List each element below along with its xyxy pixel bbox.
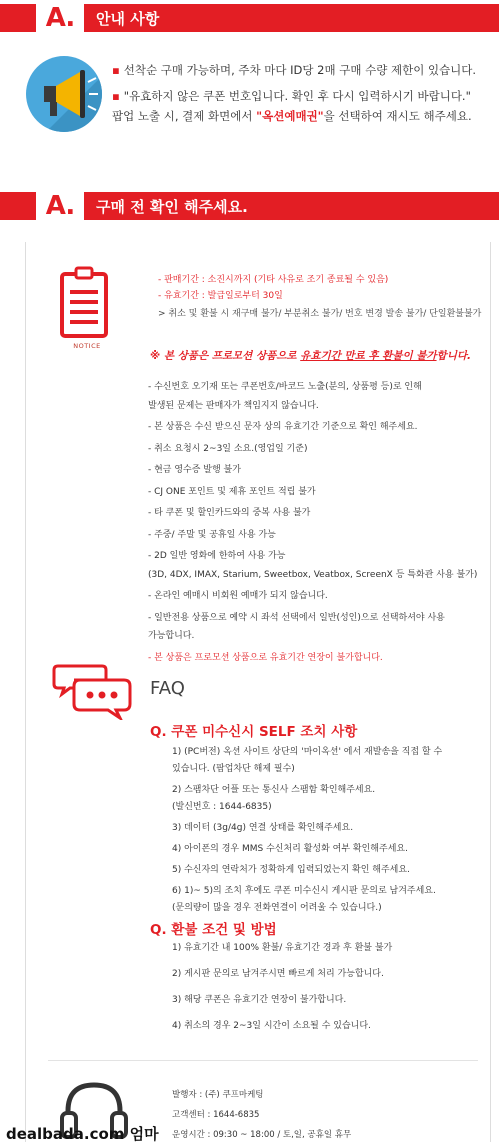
company-info <box>172 1085 351 1145</box>
business-hours: 운영시간 : 09:30 ~ 18:00 / 토,일, 공휴일 휴무 <box>172 1130 352 1140</box>
faq-answer-list-2 <box>172 935 482 1039</box>
faq-answer-list-1 <box>172 744 482 921</box>
list-item: - 주중/ 주말 및 공휴일 사용 가능 <box>148 529 276 540</box>
rules-list <box>148 378 483 670</box>
chat-bubble-icon <box>48 660 134 720</box>
list-item-warning: - 본 상품은 프로모션 상품으로 유효기간 연장이 불가합니다. <box>148 652 383 663</box>
section-title: 구매 전 확인 해주세요. <box>96 197 248 216</box>
notice-line-3: 팝업 노출 시, 결제 화면에서 "옥션예매권"을 선택하여 재시도 해주세요. <box>112 109 472 123</box>
list-item: - 온라인 예매시 비회원 예매가 되지 않습니다. <box>148 591 328 601</box>
watermark: dealbada.com 엄마 <box>6 1125 159 1143</box>
list-item: - 타 쿠폰 및 할인카드와의 중복 사용 불가 <box>148 508 311 518</box>
list-item: - 취소 요청시 2~3일 소요.(영업일 기준) <box>148 443 308 454</box>
sale-validity: - 유효기간 : 발급일로부터 30일 <box>158 291 283 301</box>
faq-question-2: Q. 환불 조건 및 방법 <box>150 922 277 938</box>
brand-logo: A. <box>36 186 84 226</box>
notice-line-2: ▪ "유효하지 않은 쿠폰 번호입니다. 확인 후 다시 입력하시기 바랍니다." <box>112 89 471 103</box>
megaphone-icon <box>26 56 102 132</box>
sale-note: > 취소 및 환불 시 재구매 불가/ 부분취소 불가/ 번호 변경 발송 불가/ 단일환불불가 <box>158 309 482 319</box>
section-header-check <box>0 192 499 220</box>
list-item: 4) 취소의 경우 2~3일 시간이 소요될 수 있습니다. <box>172 1021 371 1031</box>
list-item: - CJ ONE 포인트 및 제휴 포인트 적립 불가 <box>148 486 316 497</box>
list-item: 3) 해당 쿠폰은 유효기간 연장이 불가합니다. <box>172 995 347 1005</box>
list-item: 5) 수신자의 연락처가 정확하게 입력되었는지 확인 해주세요. <box>172 865 410 875</box>
list-item: - 2D 일반 영화에 한하여 사용 가능 (3D, 4DX, IMAX, Starium, Sweetbox, Veatbox, ScreenX 등 특화관 사용 불가) <box>148 551 478 580</box>
list-item: - 현금 영수증 발행 불가 <box>148 465 241 475</box>
faq-question-1: Q. 쿠폰 미수신시 SELF 조치 사항 <box>150 724 358 740</box>
list-item: - 수신번호 오기재 또는 쿠폰번호/바코드 노출(분의, 상품평 등)로 인해 발생된 문제는 판매자가 책임지지 않습니다. <box>148 382 422 411</box>
brand-logo: A. <box>36 0 84 38</box>
refund-warning: ※ 본 상품은 프로모션 상품으로 유효기간 만료 후 환불이 불가합니다. <box>150 350 471 362</box>
list-item: 3) 데이터 (3g/4g) 연결 상태를 확인해주세요. <box>172 823 354 833</box>
list-item: 2) 게시판 문의로 남겨주시면 빠르게 처리 가능합니다. <box>172 969 384 979</box>
customer-center: 고객센터 : 1644-6835 <box>172 1110 260 1120</box>
clipboard-icon <box>58 266 110 340</box>
faq-title: FAQ <box>150 678 185 699</box>
section-header-notice <box>0 4 499 32</box>
section-title: 안내 사항 <box>96 9 160 28</box>
list-item: 4) 아이폰의 경우 MMS 수신처리 활성화 여부 확인해주세요. <box>172 844 408 854</box>
list-item: 6) 1)~ 5)의 조치 후에도 쿠폰 미수신시 게시판 문의로 남겨주세요. (문의량이 많을 경우 전화연결이 어려울 수 있습니다.) <box>172 886 436 913</box>
sale-period: - 판매기간 : 소진시까지 (기타 사유로 조기 종료될 수 있음) <box>158 275 389 285</box>
list-item: - 본 상품은 수신 받으신 문자 상의 유효기간 기준으로 확인 해주세요. <box>148 422 418 432</box>
notice-label: NOTICE <box>73 342 101 350</box>
notice-line-1: ▪ 선착순 구매 가능하며, 주차 마다 ID당 2매 구매 수량 제한이 있습니다. <box>112 63 477 77</box>
list-item: 2) 스팸차단 어플 또는 통신사 스팸함 확인해주세요. (발신번호 : 1644-6835) <box>172 785 376 812</box>
list-item: 1) 유효기간 내 100% 환불/ 유효기간 경과 후 환불 불가 <box>172 943 393 953</box>
publisher: 발행자 : (주) 쿠프마케팅 <box>172 1090 264 1100</box>
sale-info <box>158 272 388 304</box>
notice-block <box>0 46 499 146</box>
divider <box>48 1060 478 1061</box>
list-item: 1) (PC버전) 옥션 사이트 상단의 '마이옥션' 에서 재발송을 직접 할 수 있습니다. (팝업차단 해제 필수) <box>172 747 443 774</box>
list-item: - 일반전용 상품으로 예약 시 좌석 선택에서 일반(성인)으로 선택하셔야 사용 가능합니다. <box>148 612 445 641</box>
